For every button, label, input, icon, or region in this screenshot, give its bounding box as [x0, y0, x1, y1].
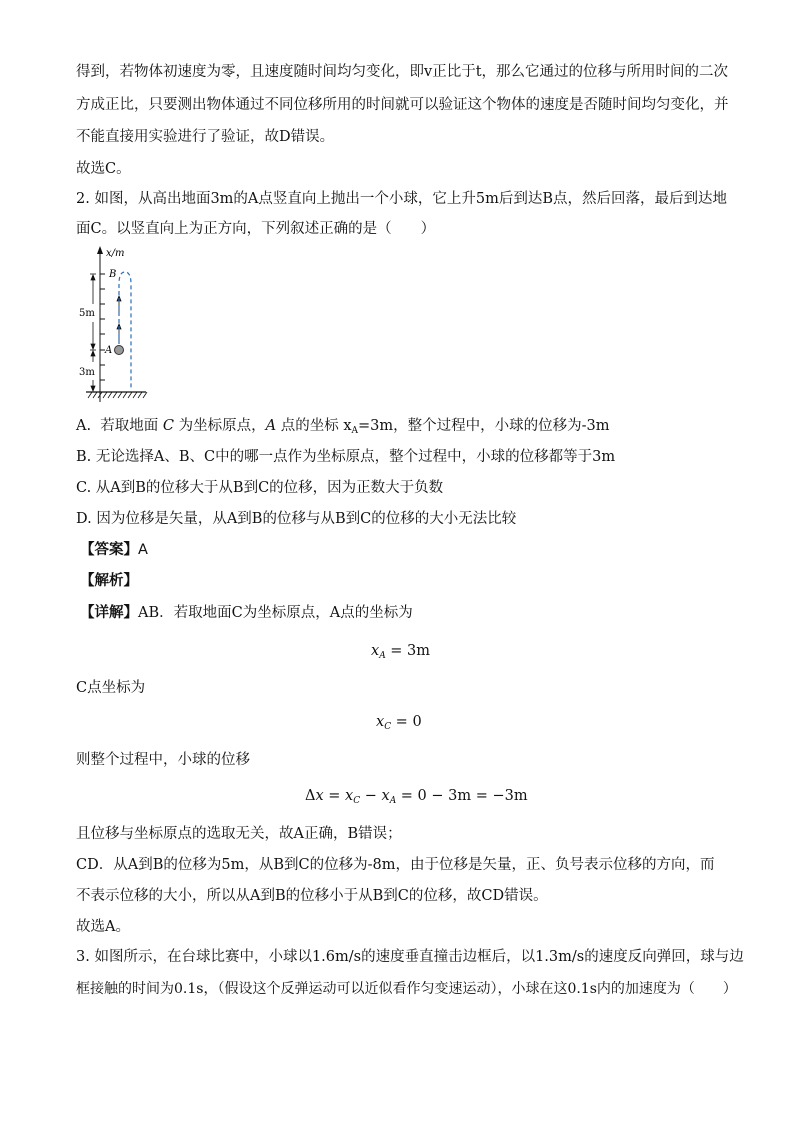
option-d: D. 因为位移是矢量，从A到B的位移与从B到C的位移的大小无法比较	[76, 511, 517, 527]
displacement-text: 则整个过程中，小球的位移	[76, 752, 250, 768]
question-3-stem: 3. 如图所示，在台球比赛中，小球以1.6m/s的速度垂直撞击边框后，以1.3m/s的速度反向弹回，球与边	[76, 949, 744, 965]
choose-answer: 故选A。	[76, 919, 130, 935]
point-a-label: A	[105, 345, 113, 356]
question-2-stem: 面C。以竖直向上为正方向，下列叙述正确的是（ ）	[76, 221, 436, 237]
ball	[115, 346, 124, 355]
cd-explanation: 不表示位移的大小，所以从A到B的位移小于从B到C的位移，故CD错误。	[76, 888, 548, 904]
text-line: 故选C。	[76, 161, 131, 177]
text-line: 方成正比，只要测出物体通过不同位移所用的时间就可以验证这个物体的速度是否随时间均匀变化，并	[76, 97, 729, 113]
option-b: B. 无论选择A、B、C中的哪一点作为坐标原点，整个过程中，小球的位移都等于3m	[76, 449, 616, 465]
projectile-diagram	[76, 244, 156, 404]
ground-hatch	[88, 392, 147, 398]
conclusion-ab: 且位移与坐标原点的选取无关，故A正确，B错误；	[76, 826, 402, 842]
equation-xc: $x_C = 0$	[376, 714, 422, 732]
analysis-tag: 【解析】	[80, 573, 138, 589]
option-c: C. 从A到B的位移大于从B到C的位移，因为正数大于负数	[76, 480, 444, 496]
detail-tag: 【详解】	[80, 605, 138, 621]
point-b-label: B	[109, 269, 117, 280]
equation-xa: $x_A = 3m$	[371, 643, 431, 661]
answer-line	[80, 540, 148, 560]
answer-tag: 【答案】	[80, 542, 138, 558]
axis-ticks	[100, 274, 105, 380]
detail-line	[80, 603, 413, 623]
detail-text: AB．若取地面C为坐标原点，A点的坐标为	[138, 605, 413, 621]
axis-label: x/m	[106, 248, 125, 259]
option-a: A. 若取地面 C 为坐标原点，A 点的坐标 $x_A=3m$，整个过程中，小球的位移为-3m	[76, 418, 610, 436]
cd-explanation: CD．从A到B的位移为5m，从B到C的位移为-8m，由于位移是矢量，正、负号表示位移的方向，而	[76, 857, 715, 873]
axis-arrow	[97, 246, 103, 254]
dimension-5m-label: 5m	[79, 308, 95, 319]
trajectory-path	[119, 272, 131, 390]
equation-displacement: $\Delta x = x_C - x_A = 0 - 3m = -3m$	[305, 788, 528, 806]
answer-value: A	[138, 542, 148, 558]
dimension-3m-label: 3m	[79, 367, 95, 378]
c-coordinate-text: C点坐标为	[76, 680, 146, 696]
text-line: 不能直接用实验进行了验证，故D错误。	[76, 129, 335, 145]
text-line: 得到，若物体初速度为零，且速度随时间均匀变化，即v正比于t，那么它通过的位移与所用时间的二次	[76, 64, 729, 80]
question-3-stem: 框接触的时间为0.1s，（假设这个反弹运动可以近似看作匀变速运动），小球在这0.1s内的加速度为（ ）	[76, 981, 737, 997]
question-2-stem: 2. 如图，从高出地面3m的A点竖直向上抛出一个小球，它上升5m后到达B点，然后回落，最后到达地	[76, 191, 728, 207]
